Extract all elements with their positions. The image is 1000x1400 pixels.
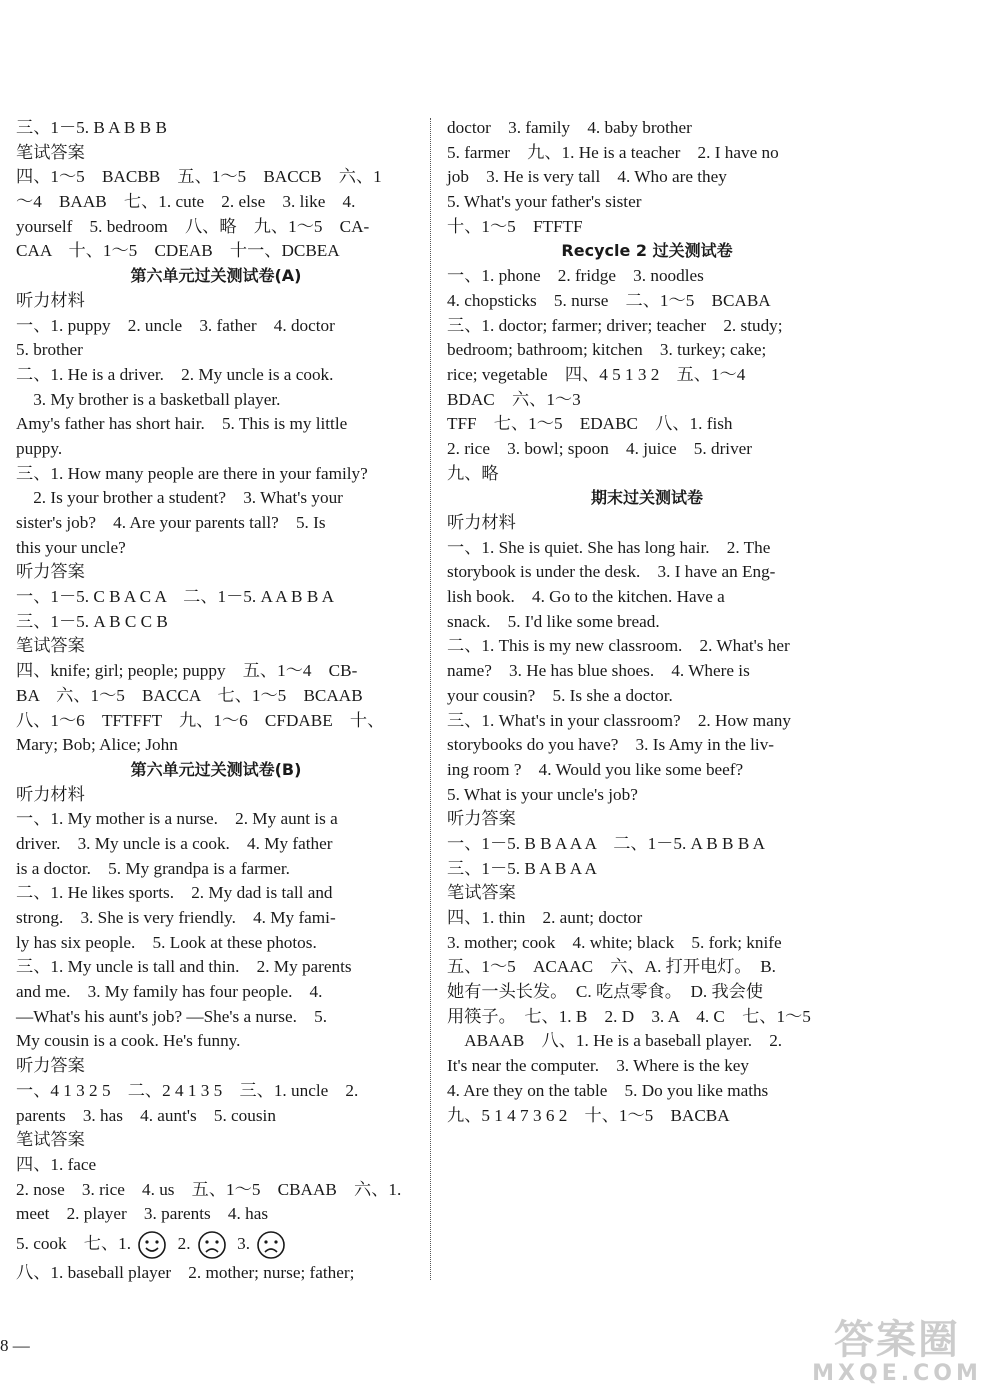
text-line: meet 2. player 3. parents 4. has <box>16 1204 269 1224</box>
text-line: My cousin is a cook. He's funny. <box>16 1031 241 1051</box>
text-line: Amy's father has short hair. 5. This is my little <box>16 414 348 434</box>
text-line: 听力答案 <box>447 809 516 829</box>
text-line: parents 3. has 4. aunt's 5. cousin <box>16 1105 276 1125</box>
text-line: 八、1. baseball player 2. mother; nurse; father; <box>16 1262 355 1282</box>
text-line: 十、1～5 FTFTF <box>447 216 583 236</box>
text-line: 四、knife; girl; people; puppy 五、1～4 CB- <box>16 661 358 681</box>
text-line: 五、1～5 ACAAC 六、A. 打开电灯。 B. <box>447 957 776 977</box>
text-line: 一、4 1 3 2 5 二、2 4 1 3 5 三、1. uncle 2. <box>16 1080 359 1100</box>
text-line: sister's job? 4. Are your parents tall? 5. Is <box>16 513 326 532</box>
column-divider <box>430 118 431 1280</box>
text-line: job 3. He is very tall 4. Who are they <box>447 167 727 187</box>
text-line: 笔试答案 <box>16 142 85 162</box>
page-number: 8 — <box>0 1336 30 1355</box>
text-line: your cousin? 5. Is she a doctor. <box>447 685 673 705</box>
text-line: 笔试答案 <box>447 883 516 903</box>
text-line: 5. What is your uncle's job? <box>447 784 638 804</box>
text-line: strong. 3. She is very friendly. 4. My fami- <box>16 908 336 927</box>
section-heading: 第六单元过关测试卷(A) <box>130 266 302 286</box>
text-line: 九、略 <box>447 463 499 483</box>
text-line: 听力材料 <box>16 290 85 310</box>
text-line: ～4 BAAB 七、1. cute 2. else 3. like 4. <box>16 192 356 212</box>
text-line: storybooks do you have? 3. Is Amy in the liv- <box>447 735 775 755</box>
text-line: ly has six people. 5. Look at these photos. <box>16 932 317 952</box>
text-line: 三、1. doctor; farmer; driver; teacher 2. study; <box>447 315 783 335</box>
sad-face-icon <box>197 1230 227 1260</box>
text-line: 听力答案 <box>16 1056 85 1076</box>
text-line: 2. Is your brother a student? 3. What's your <box>16 488 343 508</box>
text-line: ABAAB 八、1. He is a baseball player. 2. <box>447 1031 783 1051</box>
left-column <box>16 116 416 1286</box>
text-line: name? 3. He has blue shoes. 4. Where is <box>447 661 750 681</box>
text-line: 三、1. What's in your classroom? 2. How many <box>447 710 791 730</box>
text-line: ing room ? 4. Would you like some beef? <box>447 759 744 779</box>
text-line: 5. farmer 九、1. He is a teacher 2. I have no <box>447 142 779 162</box>
face-label-3: 3. <box>237 1233 251 1253</box>
text-line: this your uncle? <box>16 537 126 557</box>
watermark-top: 答案圈 <box>834 1317 960 1363</box>
text-line: 九、5 1 4 7 3 6 2 十、1～5 BACBA <box>447 1105 730 1125</box>
text-line: doctor 3. family 4. baby brother <box>447 118 692 137</box>
text-line: 5. What's your father's sister <box>447 192 642 212</box>
watermark-logo <box>812 1318 982 1392</box>
text-line: BA 六、1～5 BACCA 七、1～5 BCAAB <box>16 685 363 705</box>
text-line: 一、1－5. B B A A A 二、1－5. A B B B A <box>447 833 766 853</box>
text-line: 四、1. face <box>16 1154 97 1174</box>
watermark-bottom: MXQE.COM <box>812 1361 982 1386</box>
text-line: 听力材料 <box>447 513 516 532</box>
text-line: driver. 3. My uncle is a cook. 4. My father <box>16 833 333 853</box>
face-label-2: 2. <box>177 1233 191 1253</box>
text-line: 3. My brother is a basketball player. <box>16 389 281 409</box>
text-line: 听力材料 <box>16 784 85 804</box>
text-line: yourself 5. bedroom 八、略 九、1～5 CA- <box>16 216 370 236</box>
text-line: —What's his aunt's job? —She's a nurse. 5. <box>16 1006 327 1026</box>
text-line: 5. brother <box>16 340 83 360</box>
text-line: TFF 七、1～5 EDABC 八、1. fish <box>447 414 733 434</box>
text-line: 三、1. How many people are there in your family? <box>16 463 368 483</box>
text-line: is a doctor. 5. My grandpa is a farmer. <box>16 858 290 878</box>
text-line: 三、1－5. B A B A A <box>447 858 597 878</box>
section-heading: 第六单元过关测试卷(B) <box>130 759 302 779</box>
text-line: 4. Are they on the table 5. Do you like maths <box>447 1080 769 1100</box>
text-line: 四、1. thin 2. aunt; doctor <box>447 908 643 927</box>
text-line: 一、1－5. C B A C A 二、1－5. A A B B A <box>16 587 335 607</box>
text-line: 听力答案 <box>16 562 85 582</box>
text-line: 笔试答案 <box>16 636 85 656</box>
text-line: bedroom; bathroom; kitchen 3. turkey; cake; <box>447 340 767 360</box>
text-line: CAA 十、1～5 CDEAB 十一、DCBEA <box>16 241 340 261</box>
section-heading: Recycle 2 过关测试卷 <box>561 241 733 261</box>
text-line: 一、1. She is quiet. She has long hair. 2. The <box>447 537 771 557</box>
text-line: 八、1～6 TFTFFT 九、1～6 CFDABE 十、 <box>16 710 385 730</box>
text-line: 三、1－5. B A B B B <box>16 118 167 137</box>
text-line: rice; vegetable 四、4 5 1 3 2 五、1～4 <box>447 364 746 384</box>
text-line: Mary; Bob; Alice; John <box>16 735 178 755</box>
text-line: 一、1. phone 2. fridge 3. noodles <box>447 266 704 286</box>
text-line: 二、1. This is my new classroom. 2. What's her <box>447 636 790 656</box>
text-line: 二、1. He is a driver. 2. My uncle is a cook. <box>16 364 334 384</box>
text-line: and me. 3. My family has four people. 4. <box>16 982 323 1002</box>
text-line: 2. nose 3. rice 4. us 五、1～5 CBAAB 六、1. <box>16 1179 402 1199</box>
text-line: puppy. <box>16 438 63 458</box>
text-line: 4. chopsticks 5. nurse 二、1～5 BCABA <box>447 290 771 310</box>
smile-face-icon <box>137 1230 167 1260</box>
text-line: storybook is under the desk. 3. I have an Eng- <box>447 562 776 582</box>
text-line: BDAC 六、1～3 <box>447 389 581 409</box>
section-heading: 期末过关测试卷 <box>590 488 703 508</box>
text-line: 一、1. puppy 2. uncle 3. father 4. doctor <box>16 315 335 335</box>
text-line: snack. 5. I'd like some bread. <box>447 611 660 631</box>
text-line: It's near the computer. 3. Where is the key <box>447 1056 750 1076</box>
faces-line <box>16 1227 416 1261</box>
text-line: 3. mother; cook 4. white; black 5. fork; knife <box>447 932 782 952</box>
right-column <box>447 116 847 1128</box>
text-line: 笔试答案 <box>16 1130 85 1150</box>
text-line: lish book. 4. Go to the kitchen. Have a <box>447 587 725 607</box>
sad-face-icon <box>256 1230 286 1260</box>
text-line: 用筷子。 七、1. B 2. D 3. A 4. C 七、1～5 <box>447 1006 811 1026</box>
text-line: 2. rice 3. bowl; spoon 4. juice 5. driver <box>447 438 753 458</box>
text-line: 一、1. My mother is a nurse. 2. My aunt is a <box>16 809 338 829</box>
text-line: 四、1～5 BACBB 五、1～5 BACCB 六、1 <box>16 167 382 187</box>
text-line: 二、1. He likes sports. 2. My dad is tall and <box>16 883 333 903</box>
text-line: 三、1－5. A B C C B <box>16 611 168 631</box>
faces-prefix: 5. cook 七、1. <box>16 1233 132 1253</box>
text-line: 她有一头长发。 C. 吃点零食。 D. 我会使 <box>447 982 764 1002</box>
text-line: 三、1. My uncle is tall and thin. 2. My parents <box>16 957 352 977</box>
